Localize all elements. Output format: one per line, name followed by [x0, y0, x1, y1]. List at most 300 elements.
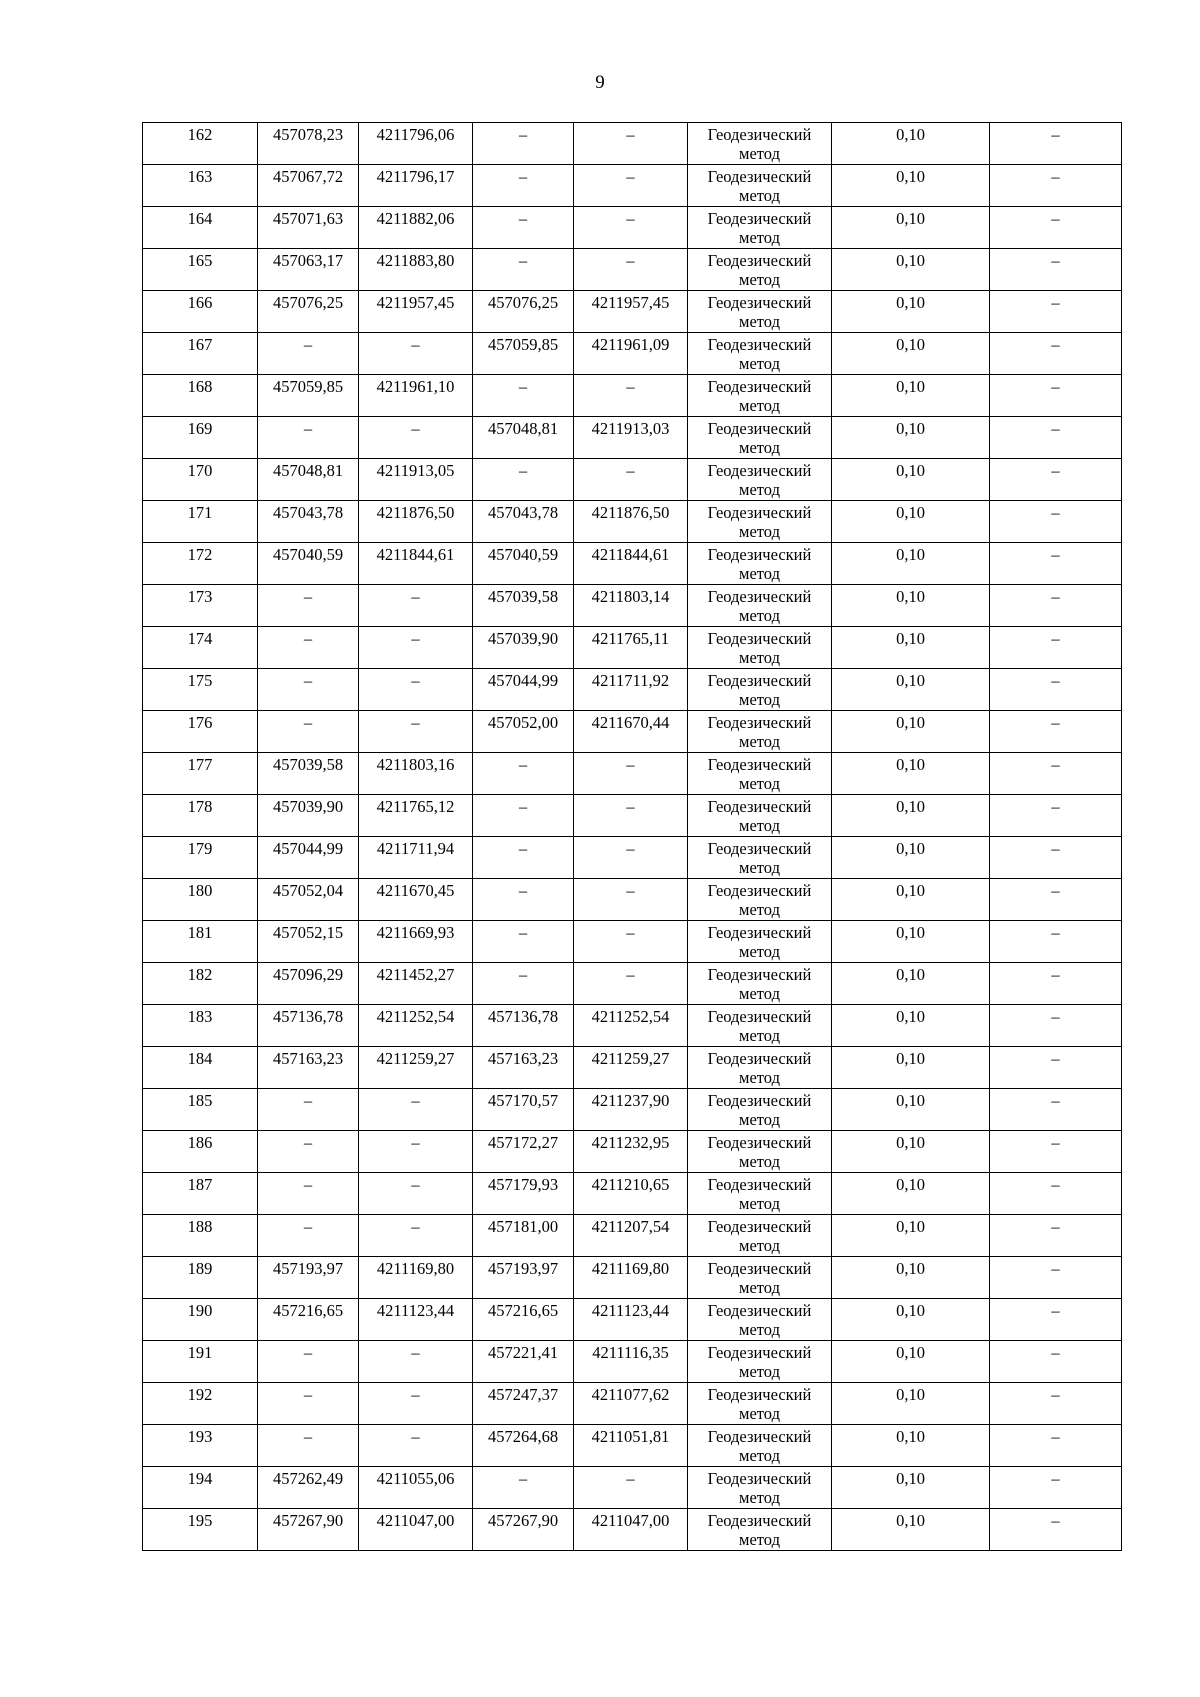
old-y-cell: 4211961,10: [359, 375, 473, 417]
new-x-cell: 457172,27: [473, 1131, 574, 1173]
point-number-cell: 186: [143, 1131, 258, 1173]
method-label-line2: метод: [739, 1446, 780, 1465]
description-cell: –: [990, 879, 1122, 921]
new-y-cell: –: [574, 879, 688, 921]
old-x-cell: –: [258, 1173, 359, 1215]
point-number-cell: 163: [143, 165, 258, 207]
old-x-cell: 457267,90: [258, 1509, 359, 1551]
old-x-cell: –: [258, 669, 359, 711]
old-x-cell: 457063,17: [258, 249, 359, 291]
accuracy-cell: 0,10: [832, 795, 990, 837]
method-cell: [688, 921, 832, 963]
method-label-line1: Геодезический: [707, 1091, 812, 1110]
table-row: [143, 753, 1122, 795]
new-y-cell: 4211123,44: [574, 1299, 688, 1341]
table-row: [143, 711, 1122, 753]
method-label-line2: метод: [739, 228, 780, 247]
accuracy-cell: 0,10: [832, 375, 990, 417]
method-label-line2: метод: [739, 1152, 780, 1171]
method-label-line2: метод: [739, 690, 780, 709]
new-x-cell: –: [473, 753, 574, 795]
point-number-cell: 169: [143, 417, 258, 459]
method-label-line2: метод: [739, 648, 780, 667]
old-x-cell: 457078,23: [258, 123, 359, 165]
accuracy-cell: 0,10: [832, 1131, 990, 1173]
method-label-line2: метод: [739, 858, 780, 877]
method-label-line2: метод: [739, 1404, 780, 1423]
method-cell: [688, 627, 832, 669]
table-row: [143, 963, 1122, 1005]
old-x-cell: 457044,99: [258, 837, 359, 879]
method-label-line1: Геодезический: [707, 1049, 812, 1068]
description-cell: –: [990, 501, 1122, 543]
new-y-cell: 4211913,03: [574, 417, 688, 459]
old-y-cell: –: [359, 669, 473, 711]
accuracy-cell: 0,10: [832, 1257, 990, 1299]
old-x-cell: –: [258, 627, 359, 669]
new-x-cell: –: [473, 165, 574, 207]
new-x-cell: 457052,00: [473, 711, 574, 753]
method-label-line1: Геодезический: [707, 251, 812, 270]
table-row: [143, 501, 1122, 543]
old-y-cell: –: [359, 1089, 473, 1131]
accuracy-cell: 0,10: [832, 333, 990, 375]
new-x-cell: –: [473, 123, 574, 165]
accuracy-cell: 0,10: [832, 1047, 990, 1089]
method-label-line2: метод: [739, 774, 780, 793]
new-y-cell: 4211210,65: [574, 1173, 688, 1215]
new-x-cell: 457043,78: [473, 501, 574, 543]
new-y-cell: –: [574, 963, 688, 1005]
method-label-line1: Геодезический: [707, 1469, 812, 1488]
method-label-line1: Геодезический: [707, 1175, 812, 1194]
new-x-cell: 457039,58: [473, 585, 574, 627]
new-y-cell: –: [574, 123, 688, 165]
old-y-cell: 4211055,06: [359, 1467, 473, 1509]
old-x-cell: 457039,90: [258, 795, 359, 837]
description-cell: –: [990, 1131, 1122, 1173]
accuracy-cell: 0,10: [832, 669, 990, 711]
description-cell: –: [990, 1215, 1122, 1257]
method-label-line2: метод: [739, 186, 780, 205]
method-cell: [688, 837, 832, 879]
method-label-line2: метод: [739, 312, 780, 331]
point-number-cell: 165: [143, 249, 258, 291]
old-x-cell: 457096,29: [258, 963, 359, 1005]
new-x-cell: 457163,23: [473, 1047, 574, 1089]
point-number-cell: 167: [143, 333, 258, 375]
method-label-line2: метод: [739, 1110, 780, 1129]
method-cell: [688, 585, 832, 627]
point-number-cell: 173: [143, 585, 258, 627]
method-cell: [688, 1215, 832, 1257]
new-y-cell: 4211047,00: [574, 1509, 688, 1551]
method-cell: [688, 165, 832, 207]
point-number-cell: 181: [143, 921, 258, 963]
method-label-line2: метод: [739, 1320, 780, 1339]
table-row: [143, 1509, 1122, 1551]
method-label-line1: Геодезический: [707, 1217, 812, 1236]
method-label-line2: метод: [739, 1194, 780, 1213]
method-label-line1: Геодезический: [707, 965, 812, 984]
old-x-cell: 457040,59: [258, 543, 359, 585]
table-row: [143, 879, 1122, 921]
old-x-cell: 457039,58: [258, 753, 359, 795]
new-y-cell: –: [574, 921, 688, 963]
old-y-cell: 4211669,93: [359, 921, 473, 963]
method-label-line1: Геодезический: [707, 923, 812, 942]
table-row: [143, 1341, 1122, 1383]
old-x-cell: 457052,04: [258, 879, 359, 921]
new-y-cell: –: [574, 753, 688, 795]
accuracy-cell: 0,10: [832, 1425, 990, 1467]
table-row: [143, 417, 1122, 459]
new-y-cell: 4211116,35: [574, 1341, 688, 1383]
method-label-line1: Геодезический: [707, 1427, 812, 1446]
old-y-cell: 4211670,45: [359, 879, 473, 921]
accuracy-cell: 0,10: [832, 459, 990, 501]
description-cell: –: [990, 627, 1122, 669]
description-cell: –: [990, 795, 1122, 837]
accuracy-cell: 0,10: [832, 417, 990, 459]
point-number-cell: 183: [143, 1005, 258, 1047]
point-number-cell: 190: [143, 1299, 258, 1341]
description-cell: –: [990, 333, 1122, 375]
method-label-line2: метод: [739, 354, 780, 373]
new-x-cell: 457059,85: [473, 333, 574, 375]
method-label-line1: Геодезический: [707, 671, 812, 690]
accuracy-cell: 0,10: [832, 627, 990, 669]
new-y-cell: 4211232,95: [574, 1131, 688, 1173]
point-number-cell: 177: [143, 753, 258, 795]
description-cell: –: [990, 921, 1122, 963]
old-x-cell: –: [258, 585, 359, 627]
new-y-cell: 4211803,14: [574, 585, 688, 627]
method-label-line2: метод: [739, 438, 780, 457]
new-y-cell: 4211876,50: [574, 501, 688, 543]
old-x-cell: –: [258, 417, 359, 459]
method-cell: [688, 1425, 832, 1467]
description-cell: –: [990, 753, 1122, 795]
old-x-cell: 457067,72: [258, 165, 359, 207]
new-x-cell: –: [473, 879, 574, 921]
description-cell: –: [990, 1257, 1122, 1299]
table-row: [143, 1299, 1122, 1341]
table-row: [143, 1173, 1122, 1215]
method-label-line2: метод: [739, 1026, 780, 1045]
old-y-cell: –: [359, 711, 473, 753]
description-cell: –: [990, 1467, 1122, 1509]
new-x-cell: 457216,65: [473, 1299, 574, 1341]
table-row: [143, 1005, 1122, 1047]
method-label-line1: Геодезический: [707, 503, 812, 522]
description-cell: –: [990, 249, 1122, 291]
description-cell: –: [990, 585, 1122, 627]
description-cell: –: [990, 417, 1122, 459]
accuracy-cell: 0,10: [832, 249, 990, 291]
method-label-line1: Геодезический: [707, 797, 812, 816]
point-number-cell: 171: [143, 501, 258, 543]
table-row: [143, 837, 1122, 879]
method-label-line1: Геодезический: [707, 1511, 812, 1530]
method-label-line1: Геодезический: [707, 629, 812, 648]
accuracy-cell: 0,10: [832, 963, 990, 1005]
method-cell: [688, 417, 832, 459]
method-cell: [688, 1509, 832, 1551]
method-cell: [688, 333, 832, 375]
description-cell: –: [990, 1341, 1122, 1383]
method-cell: [688, 1089, 832, 1131]
table-row: [143, 291, 1122, 333]
new-y-cell: 4211670,44: [574, 711, 688, 753]
table-row: [143, 1047, 1122, 1089]
method-cell: [688, 207, 832, 249]
method-cell: [688, 1047, 832, 1089]
accuracy-cell: 0,10: [832, 291, 990, 333]
method-cell: [688, 459, 832, 501]
old-x-cell: –: [258, 1215, 359, 1257]
accuracy-cell: 0,10: [832, 753, 990, 795]
point-number-cell: 188: [143, 1215, 258, 1257]
old-y-cell: 4211796,06: [359, 123, 473, 165]
point-number-cell: 174: [143, 627, 258, 669]
coordinates-table: [142, 122, 1122, 1551]
point-number-cell: 179: [143, 837, 258, 879]
accuracy-cell: 0,10: [832, 1341, 990, 1383]
old-x-cell: 457052,15: [258, 921, 359, 963]
new-y-cell: 4211237,90: [574, 1089, 688, 1131]
method-cell: [688, 1173, 832, 1215]
old-y-cell: 4211883,80: [359, 249, 473, 291]
point-number-cell: 178: [143, 795, 258, 837]
table-row: [143, 669, 1122, 711]
method-cell: [688, 711, 832, 753]
old-y-cell: –: [359, 1215, 473, 1257]
accuracy-cell: 0,10: [832, 711, 990, 753]
old-y-cell: 4211169,80: [359, 1257, 473, 1299]
point-number-cell: 192: [143, 1383, 258, 1425]
new-x-cell: 457136,78: [473, 1005, 574, 1047]
old-x-cell: 457136,78: [258, 1005, 359, 1047]
accuracy-cell: 0,10: [832, 1299, 990, 1341]
old-y-cell: 4211882,06: [359, 207, 473, 249]
method-label-line2: метод: [739, 270, 780, 289]
method-label-line2: метод: [739, 564, 780, 583]
old-y-cell: 4211957,45: [359, 291, 473, 333]
method-cell: [688, 375, 832, 417]
new-y-cell: 4211961,09: [574, 333, 688, 375]
new-x-cell: 457179,93: [473, 1173, 574, 1215]
method-label-line2: метод: [739, 816, 780, 835]
table-row: [143, 921, 1122, 963]
description-cell: –: [990, 711, 1122, 753]
accuracy-cell: 0,10: [832, 207, 990, 249]
point-number-cell: 184: [143, 1047, 258, 1089]
accuracy-cell: 0,10: [832, 501, 990, 543]
page-number: 9: [595, 72, 605, 93]
accuracy-cell: 0,10: [832, 1173, 990, 1215]
new-x-cell: –: [473, 795, 574, 837]
new-x-cell: 457267,90: [473, 1509, 574, 1551]
new-x-cell: –: [473, 459, 574, 501]
point-number-cell: 172: [143, 543, 258, 585]
point-number-cell: 166: [143, 291, 258, 333]
method-label-line1: Геодезический: [707, 335, 812, 354]
old-x-cell: 457163,23: [258, 1047, 359, 1089]
method-cell: [688, 1005, 832, 1047]
method-label-line1: Геодезический: [707, 167, 812, 186]
new-x-cell: 457039,90: [473, 627, 574, 669]
old-y-cell: –: [359, 1131, 473, 1173]
old-x-cell: 457043,78: [258, 501, 359, 543]
table-row: [143, 207, 1122, 249]
old-x-cell: –: [258, 1341, 359, 1383]
method-cell: [688, 669, 832, 711]
accuracy-cell: 0,10: [832, 1467, 990, 1509]
old-y-cell: –: [359, 1425, 473, 1467]
table-row: [143, 333, 1122, 375]
accuracy-cell: 0,10: [832, 837, 990, 879]
point-number-cell: 182: [143, 963, 258, 1005]
point-number-cell: 185: [143, 1089, 258, 1131]
method-label-line1: Геодезический: [707, 1007, 812, 1026]
method-cell: [688, 879, 832, 921]
old-y-cell: 4211123,44: [359, 1299, 473, 1341]
method-label-line2: метод: [739, 732, 780, 751]
table-row: [143, 795, 1122, 837]
description-cell: –: [990, 543, 1122, 585]
new-x-cell: 457044,99: [473, 669, 574, 711]
old-y-cell: –: [359, 333, 473, 375]
old-y-cell: 4211876,50: [359, 501, 473, 543]
old-x-cell: 457048,81: [258, 459, 359, 501]
method-label-line1: Геодезический: [707, 461, 812, 480]
new-x-cell: –: [473, 837, 574, 879]
accuracy-cell: 0,10: [832, 1089, 990, 1131]
new-y-cell: 4211077,62: [574, 1383, 688, 1425]
table-row: [143, 165, 1122, 207]
accuracy-cell: 0,10: [832, 1005, 990, 1047]
method-label-line2: метод: [739, 396, 780, 415]
point-number-cell: 168: [143, 375, 258, 417]
new-y-cell: 4211765,11: [574, 627, 688, 669]
method-label-line1: Геодезический: [707, 839, 812, 858]
new-x-cell: –: [473, 1467, 574, 1509]
new-x-cell: 457076,25: [473, 291, 574, 333]
old-x-cell: –: [258, 1425, 359, 1467]
table-row: [143, 1131, 1122, 1173]
method-label-line1: Геодезический: [707, 1301, 812, 1320]
description-cell: –: [990, 165, 1122, 207]
description-cell: –: [990, 123, 1122, 165]
method-cell: [688, 249, 832, 291]
new-x-cell: 457181,00: [473, 1215, 574, 1257]
point-number-cell: 191: [143, 1341, 258, 1383]
method-cell: [688, 753, 832, 795]
accuracy-cell: 0,10: [832, 543, 990, 585]
new-y-cell: –: [574, 459, 688, 501]
description-cell: –: [990, 963, 1122, 1005]
accuracy-cell: 0,10: [832, 585, 990, 627]
table-row: [143, 249, 1122, 291]
new-x-cell: 457221,41: [473, 1341, 574, 1383]
table-row: [143, 1383, 1122, 1425]
old-x-cell: –: [258, 1383, 359, 1425]
old-x-cell: –: [258, 1089, 359, 1131]
description-cell: –: [990, 1173, 1122, 1215]
old-y-cell: 4211844,61: [359, 543, 473, 585]
method-label-line1: Геодезический: [707, 209, 812, 228]
new-x-cell: –: [473, 207, 574, 249]
accuracy-cell: 0,10: [832, 921, 990, 963]
method-label-line1: Геодезический: [707, 1343, 812, 1362]
new-x-cell: –: [473, 375, 574, 417]
new-x-cell: –: [473, 963, 574, 1005]
new-x-cell: 457264,68: [473, 1425, 574, 1467]
point-number-cell: 176: [143, 711, 258, 753]
description-cell: –: [990, 459, 1122, 501]
method-label-line2: метод: [739, 984, 780, 1003]
description-cell: –: [990, 291, 1122, 333]
method-label-line2: метод: [739, 900, 780, 919]
new-y-cell: 4211169,80: [574, 1257, 688, 1299]
point-number-cell: 187: [143, 1173, 258, 1215]
accuracy-cell: 0,10: [832, 1509, 990, 1551]
table-row: [143, 1257, 1122, 1299]
new-y-cell: 4211051,81: [574, 1425, 688, 1467]
table-row: [143, 459, 1122, 501]
description-cell: –: [990, 207, 1122, 249]
method-label-line1: Геодезический: [707, 293, 812, 312]
old-y-cell: –: [359, 1383, 473, 1425]
old-y-cell: –: [359, 1173, 473, 1215]
description-cell: –: [990, 837, 1122, 879]
accuracy-cell: 0,10: [832, 879, 990, 921]
method-label-line1: Геодезический: [707, 1259, 812, 1278]
old-y-cell: 4211047,00: [359, 1509, 473, 1551]
old-y-cell: –: [359, 627, 473, 669]
method-cell: [688, 123, 832, 165]
new-y-cell: 4211957,45: [574, 291, 688, 333]
description-cell: –: [990, 1383, 1122, 1425]
new-y-cell: –: [574, 207, 688, 249]
new-x-cell: –: [473, 921, 574, 963]
accuracy-cell: 0,10: [832, 1215, 990, 1257]
method-cell: [688, 543, 832, 585]
method-label-line2: метод: [739, 1278, 780, 1297]
point-number-cell: 162: [143, 123, 258, 165]
table-row: [143, 1425, 1122, 1467]
table-body: [143, 123, 1122, 1551]
new-x-cell: 457193,97: [473, 1257, 574, 1299]
method-cell: [688, 963, 832, 1005]
old-x-cell: 457071,63: [258, 207, 359, 249]
old-x-cell: 457262,49: [258, 1467, 359, 1509]
method-label-line2: метод: [739, 522, 780, 541]
method-cell: [688, 291, 832, 333]
method-cell: [688, 1257, 832, 1299]
point-number-cell: 189: [143, 1257, 258, 1299]
method-cell: [688, 1383, 832, 1425]
old-y-cell: 4211913,05: [359, 459, 473, 501]
new-y-cell: 4211711,92: [574, 669, 688, 711]
table-row: [143, 1215, 1122, 1257]
method-label-line2: метод: [739, 480, 780, 499]
table-row: [143, 123, 1122, 165]
old-y-cell: 4211259,27: [359, 1047, 473, 1089]
method-label-line2: метод: [739, 606, 780, 625]
old-x-cell: 457076,25: [258, 291, 359, 333]
